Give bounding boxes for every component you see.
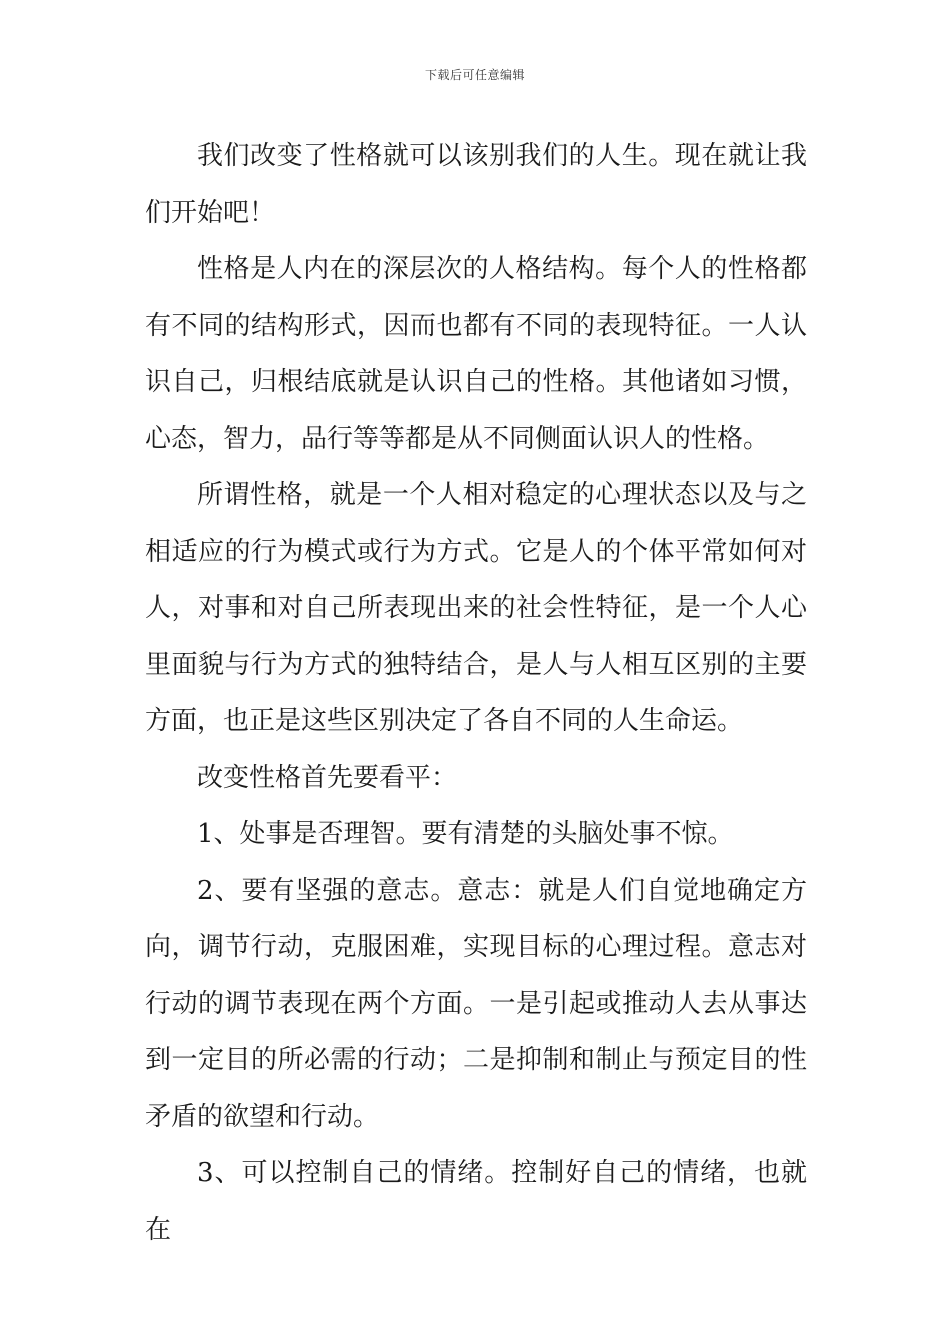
list-item-1: 1、处事是否理智。要有清楚的头脑处事不惊。 [197,819,734,849]
paragraph-personality-structure: 性格是人内在的深层次的人格结构。每个人的性格都有不同的结构形式，因而也都有不同的表现特征。一人认识自己，归根结底就是认识自己的性格。其他诸如习惯，心态，智力，品行等等都是从不同侧面认识人的性格。 [145,254,807,454]
paragraph-intro: 我们改变了性格就可以该别我们的人生。现在就让我们开始吧！ [145,141,807,228]
paragraph-list-intro: 改变性格首先要看平： [197,762,458,793]
list-item-2: 2、要有坚强的意志。意志：就是人们自觉地确定方向，调节行动，克服困难，实现目标的心理过程。意志对行动的调节表现在两个方面。一是引起或推动人去从事达到一定目的所必需的行动；二是抑制和制止与预定目的性矛盾的欲望和行动。 [145,875,807,1132]
document-body [145,128,807,1258]
paragraph-personality-definition: 所谓性格，就是一个人相对稳定的心理状态以及与之相适应的行为模式或行为方式。它是人的个体平常如何对人，对事和对自己所表现出来的社会性特征，是一个人心里面貌与行为方式的独特结合，是人与人相互区别的主要方面，也正是这些区别决定了各自不同的人生命运。 [145,480,807,736]
page-header-note: 下载后可任意编辑 [424,68,525,82]
list-item-3: 3、可以控制自己的情绪。控制好自己的情绪，也就在 [145,1158,807,1245]
